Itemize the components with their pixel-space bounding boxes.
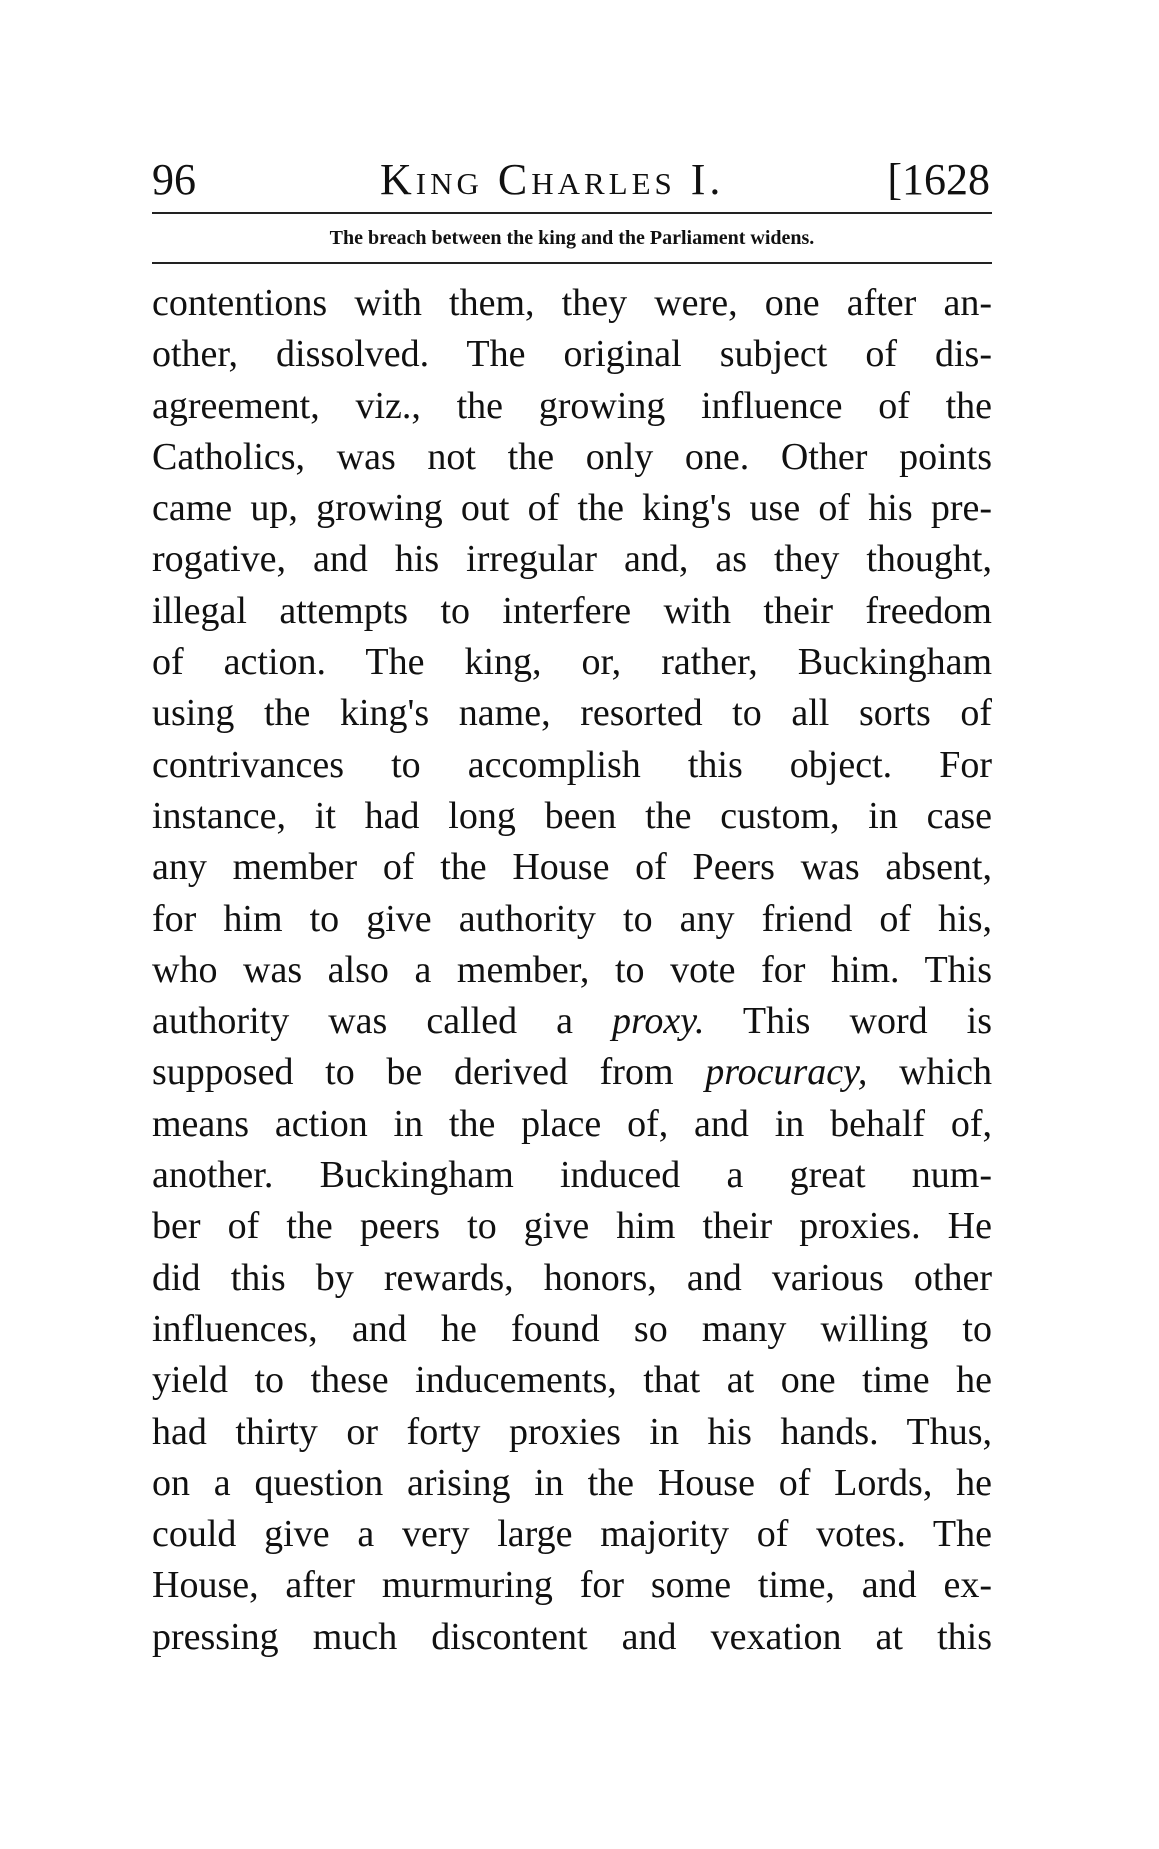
text-line: could give a very large majority of votes. The bbox=[152, 1513, 992, 1556]
text-line: another. Buckingham induced a great num- bbox=[152, 1154, 992, 1197]
text-segment: authority was called a bbox=[152, 1000, 613, 1043]
text-line: instance, it had long been the custom, in case bbox=[152, 794, 992, 837]
text-line: rogative, and his irregular and, as they thought, bbox=[152, 538, 992, 581]
running-subtitle: The breach between the king and the Parliament widens. bbox=[329, 227, 815, 249]
text-line: using the king's name, resorted to all sorts of bbox=[152, 692, 992, 735]
body-text bbox=[152, 278, 992, 1663]
text-line: who was also a member, to vote for him. This bbox=[152, 948, 992, 991]
running-title: King Charles I. bbox=[380, 155, 725, 204]
running-head bbox=[152, 150, 992, 210]
text-line: illegal attempts to interfere with their freedom bbox=[152, 589, 992, 632]
header-rule-bottom bbox=[152, 262, 992, 264]
text-line: influences, and he found so many willing to bbox=[152, 1307, 992, 1350]
text-line: for him to give authority to any friend of his, bbox=[152, 897, 992, 940]
italic-term: proxy. bbox=[612, 1000, 705, 1043]
text-line: yield to these inducements, that at one time he bbox=[152, 1359, 992, 1402]
text-line: contrivances to accomplish this object. For bbox=[152, 743, 992, 786]
text-segment: which bbox=[867, 1051, 992, 1094]
header-rule-top bbox=[152, 212, 992, 214]
text-line: House, after murmuring for some time, and ex- bbox=[152, 1564, 992, 1607]
text-line: means action in the place of, and in behalf of, bbox=[152, 1102, 992, 1145]
text-line: other, dissolved. The original subject of dis- bbox=[152, 333, 992, 376]
text-segment: supposed to be derived from bbox=[152, 1051, 706, 1094]
text-line: any member of the House of Peers was absent, bbox=[152, 846, 992, 889]
italic-term: procuracy, bbox=[705, 1051, 868, 1094]
running-year: [1628 bbox=[887, 155, 990, 204]
text-line: ber of the peers to give him their proxies. He bbox=[152, 1205, 992, 1248]
text-line: agreement, viz., the growing influence of the bbox=[152, 384, 992, 427]
text-line bbox=[152, 1047, 992, 1098]
text-line: had thirty or forty proxies in his hands. Thus, bbox=[152, 1410, 992, 1453]
text-line: Catholics, was not the only one. Other points bbox=[152, 435, 992, 478]
text-line: contentions with them, they were, one after an- bbox=[152, 282, 992, 324]
text-line: came up, growing out of the king's use of his pre- bbox=[152, 487, 992, 530]
text-line: on a question arising in the House of Lords, he bbox=[152, 1461, 992, 1504]
page-number: 96 bbox=[152, 155, 196, 204]
text-line: of action. The king, or, rather, Buckingham bbox=[152, 641, 992, 684]
text-line: did this by rewards, honors, and various other bbox=[152, 1256, 992, 1299]
text-segment: This word is bbox=[704, 1000, 992, 1043]
text-line bbox=[152, 996, 992, 1047]
text-line: pressing much discontent and vexation at this bbox=[152, 1615, 992, 1658]
